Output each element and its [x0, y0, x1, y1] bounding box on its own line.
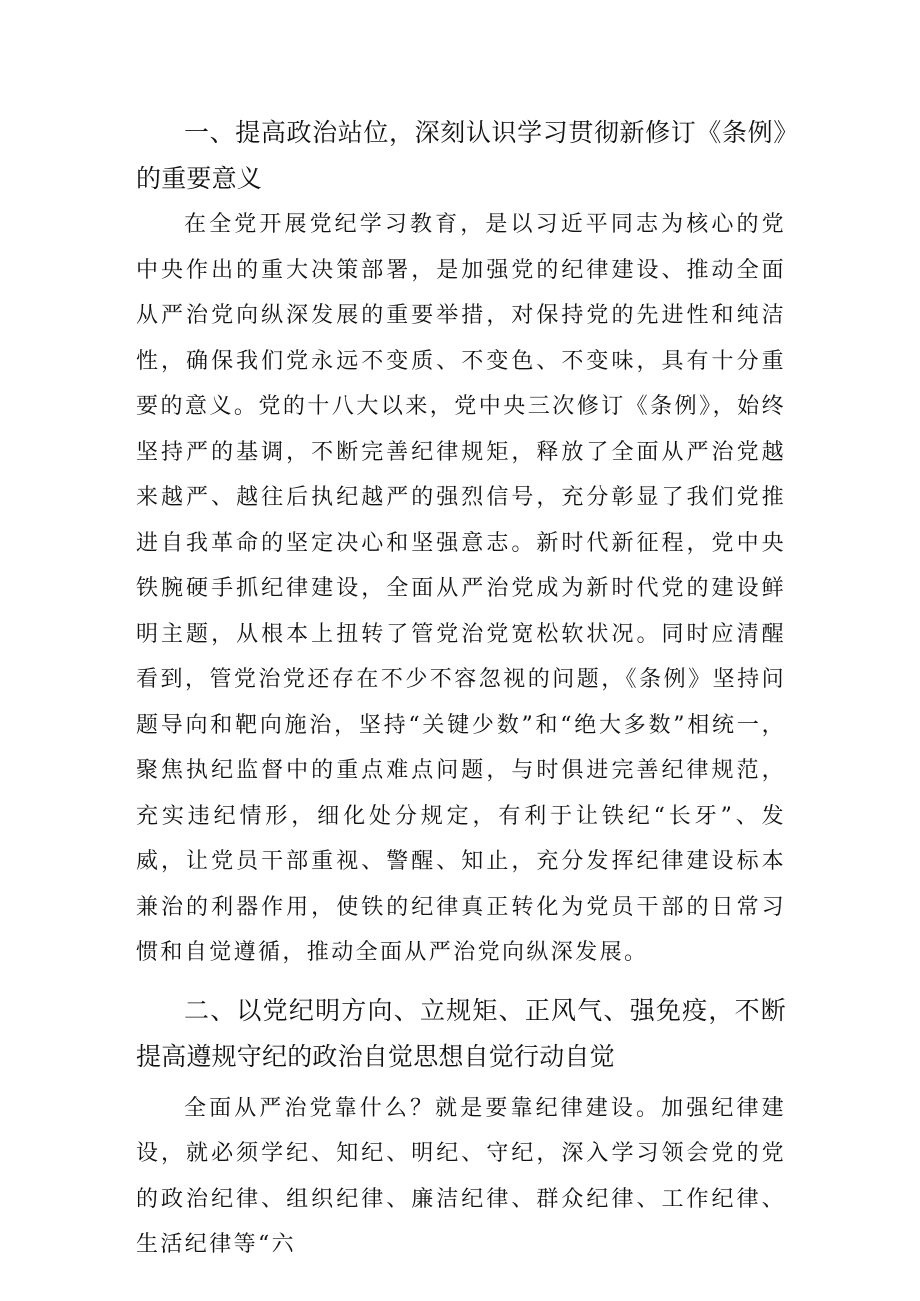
section-2-paragraph: 全面从严治党靠什么？就是要靠纪律建设。加强纪律建设，就必须学纪、知纪、明纪、守纪，深入学习领会党的党的政治纪律、组织纪律、廉洁纪律、群众纪律、工作纪律、生活纪律等“六: [136, 1095, 786, 1257]
document-body: [136, 110, 786, 1268]
section-1-paragraph: 在全党开展党纪学习教育，是以习近平同志为核心的党中央作出的重大决策部署，是加强党的纪律建设、推动全面从严治党向纵深发展的重要举措，对保持党的先进性和纯洁性，确保我们党永远不变质、不变色、不变味，具有十分重要的意义。党的十八大以来，党中央三次修订《条例》，始终坚持严的基调，不断完善纪律规矩，释放了全面从严治党越来越严、越往后执纪越严的强烈信号，充分彰显了我们党推进自我革命的坚定决心和坚强意志。新时代新征程，党中央铁腕硬手抓纪律建设，全面从严治党成为新时代党的建设鲜明主题，从根本上扭转了管党治党宽松软状况。同时应清醒看到，管党治党还存在不少不容忽视的问题，《条例》坚持问题导向和靶向施治，坚持“关键少数”和“绝大多数”相统一，聚焦执纪监督中的重点难点问题，与时俱进完善纪律规范，充实违纪情形，细化处分规定，有利于让铁纪“长牙”、发威，让党员干部重视、警醒、知止，充分发挥纪律建设标本兼治的利器作用，使铁的纪律真正转化为党员干部的日常习惯和自觉遵循，推动全面从严治党向纵深发展。: [136, 212, 786, 965]
section-2-heading: 二、以党纪明方向、立规矩、正风气、强免疫，不断提高遵规守纪的政治自觉思想自觉行动自觉: [136, 995, 786, 1071]
section-1-heading: 一、提高政治站位，深刻认识学习贯彻新修订《条例》的重要意义: [136, 118, 786, 193]
